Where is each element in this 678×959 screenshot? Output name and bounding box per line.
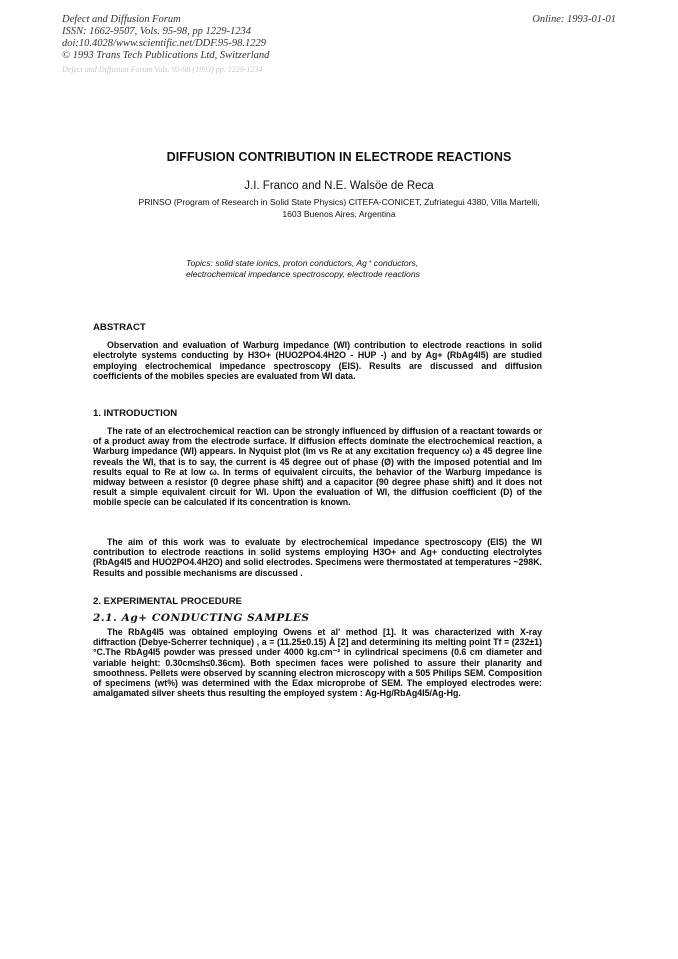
topics-line-1: Topics: solid state ionics, proton conductors, Ag⁺ conductors, <box>186 258 419 268</box>
journal-header <box>62 14 269 62</box>
affiliation-line-2: 1603 Buenos Aires, Argentina <box>282 208 396 219</box>
experimental-heading: 2. EXPERIMENTAL PROCEDURE <box>93 596 242 607</box>
intro-paragraph-1: The rate of an electrochemical reaction can be strongly influenced by diffusion of a reactant towards or of a product away from the electrode surface. If diffusion effects dominate the electrochemical reaction, a Warburg impedance (WI) appears. In Nyquist plot (Im vs Re at any excitation frequency ω) a 45 degree line reveals the WI, that is to say, the current is 45 degree out of phase (Ø) with the imposed potential and Im results equal to Re at low ω. In terms of equivalent circuits, the behavior of the Warburg impedance is midway between a resistor (0 degree phase shift) and a capacitor (90 degree phase shift) and it does not result a simple equivalent circuit for WI. Upon the evaluation of WI, the diffusion coefficient (D) of the mobile specie can be calculated if its concentration is known. <box>93 426 542 508</box>
doi-line: doi:10.4028/www.scientific.net/DDF.95-98.1229 <box>62 38 267 49</box>
experimental-paragraph-1: The RbAg4I5 was obtained employing Owens et al' method [1]. It was characterized with X-ray diffraction (Debye-Scherrer technique) , a = (11.25±0.15) Å [2] and determining its melting point Tf = (232±1)°C.The RbAg4I5 powder was pressed under 4000 kg.cm⁻² in cylindrical specimens (0.6 cm diameter and variable height: 0.30cm≤h≤0.36cm). Both specimen faces were polished to assure their planarity and smoothness. Pellets were observed by scanning electron microscopy with a 505 Philips SEM. Composition of specimens (wt%) was determined with the Edax microprobe of SEM. The employed electrodes were: amalgamated silver sheets thus resulting the employed system : Ag-Hg/RbAg4I5/Ag-Hg. <box>93 627 542 699</box>
issn-line: ISSN: 1662-9507, Vols. 95-98, pp 1229-1234 <box>62 26 251 37</box>
paper-authors: J.I. Franco and N.E. Walsöe de Reca <box>244 180 434 192</box>
ghost-header-line: Defect and Diffusion Forum Vols. 95-98 (1993) pp. 1229-1234 <box>62 65 263 74</box>
intro-paragraph-2: The aim of this work was to evaluate by electrochemical impedance spectroscopy (EIS) the WI contribution to electrode reactions in solid systems employing H3O+ and Ag+ conducting electrolytes (RbAg4I5 and HUO2PO4.4H2O) and solid electrodes. Specimens were thermostated at temperatures ~298K. Results and possible mechanisms are discussed . <box>93 537 542 578</box>
online-date: Online: 1993-01-01 <box>532 14 616 25</box>
paper-title: DIFFUSION CONTRIBUTION IN ELECTRODE REACTIONS <box>166 150 512 164</box>
topics-line-2: electrochemical impedance spectroscopy, electrode reactions <box>186 269 420 279</box>
topics <box>186 258 486 280</box>
copyright-line: © 1993 Trans Tech Publications Ltd, Switzerland <box>62 50 270 61</box>
abstract-heading: ABSTRACT <box>93 322 146 333</box>
affiliation <box>100 197 578 220</box>
abstract-text: Observation and evaluation of Warburg impedance (WI) contribution to electrode reactions in solid electrolyte systems conducting by H3O+ (HUO2PO4.4H2O - HUP -) and by Ag+ (RbAg4I5) are studied employing electrochemical impedance spectroscopy (EIS). Results are discussed and diffusion coefficients of the mobiles species are evaluated from WI data. <box>93 340 542 382</box>
affiliation-line-1: PRINSO (Program of Research in Solid State Physics) CITEFA-CONICET, Zufriategui 4380, Villa Martelli, <box>138 197 540 207</box>
journal-name: Defect and Diffusion Forum <box>62 14 181 25</box>
experimental-subheading: 2.1. Ag+ CONDUCTING SAMPLES <box>93 612 310 624</box>
intro-heading: 1. INTRODUCTION <box>93 408 178 419</box>
